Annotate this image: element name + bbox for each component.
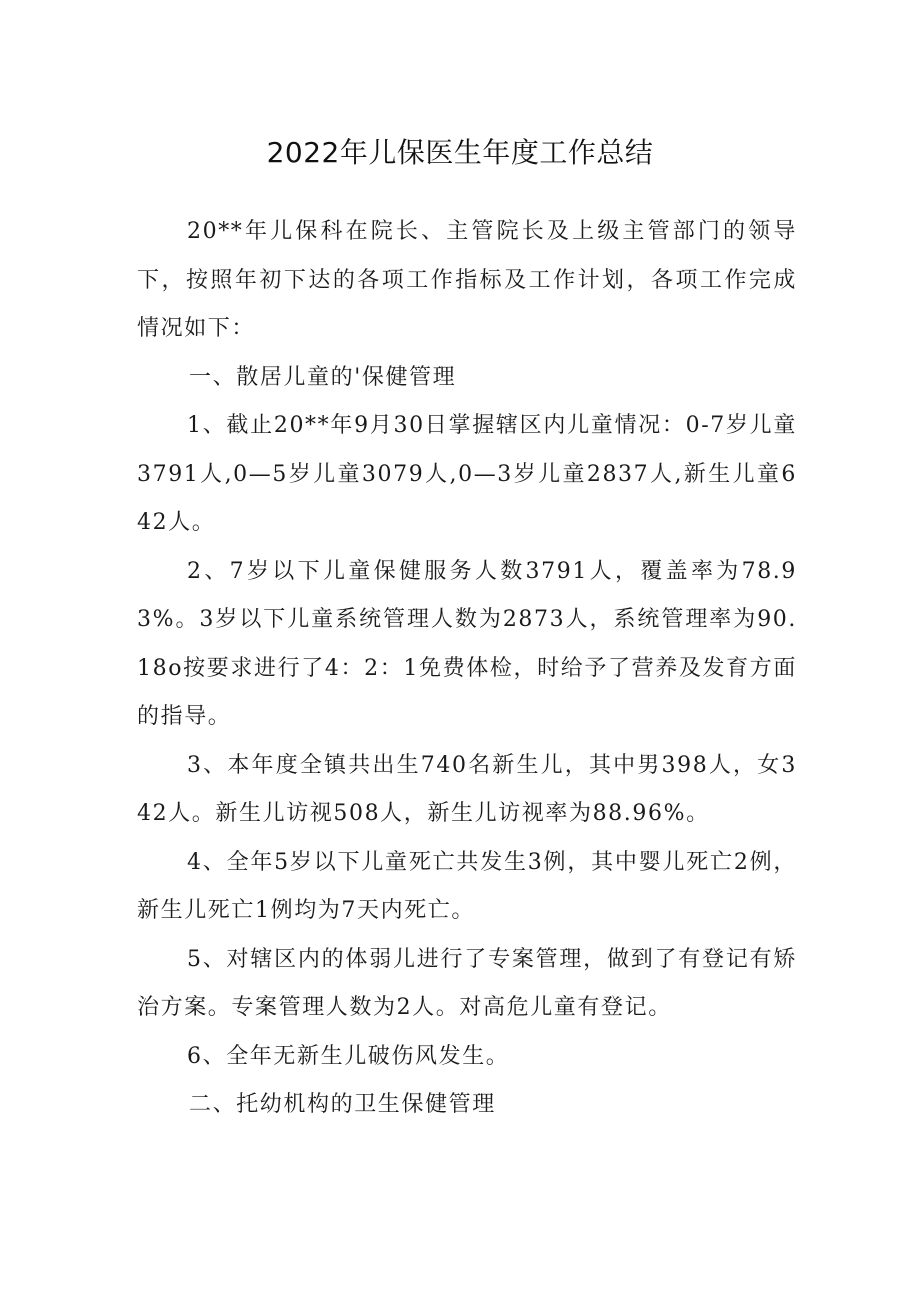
- item-paragraph-4: 4、全年5岁以下儿童死亡共发生3例，其中婴儿死亡2例，新生儿死亡1例均为7天内死亡。: [137, 849, 797, 923]
- item-paragraph-6: 6、全年无新生儿破伤风发生。: [187, 1043, 510, 1069]
- section-heading-2: 二、托幼机构的卫生保健管理: [189, 1092, 496, 1117]
- section-heading-1: 一、散居儿童的'保健管理: [189, 364, 457, 390]
- item-paragraph-3: 3、本年度全镇共出生740名新生儿，其中男398人，女342人。新生儿访视508人，新生儿访视率为88.96%。: [137, 752, 797, 826]
- document-body: [137, 208, 797, 1130]
- document-title: 2022年儿保医生年度工作总结: [266, 136, 654, 169]
- intro-paragraph: 20**年儿保科在院长、主管院长及上级主管部门的领导下，按照年初下达的各项工作指标及工作计划，各项工作完成情况如下：: [137, 219, 797, 341]
- item-paragraph-1: 1、截止20**年9月30日掌握辖区内儿童情况：0-7岁儿童3791人,0—5岁儿童3079人,0—3岁儿童2837人,新生儿童642人。: [137, 413, 797, 535]
- item-paragraph-5: 5、对辖区内的体弱儿进行了专案管理，做到了有登记有矫治方案。专案管理人数为2人。对高危儿童有登记。: [137, 946, 797, 1020]
- item-paragraph-2: 2、7岁以下儿童保健服务人数3791人，覆盖率为78.93%。3岁以下儿童系统管理人数为2873人，系统管理率为90.18o按要求进行了4：2：1免费体检，时给予了营养及发育方面的指导。: [137, 558, 797, 729]
